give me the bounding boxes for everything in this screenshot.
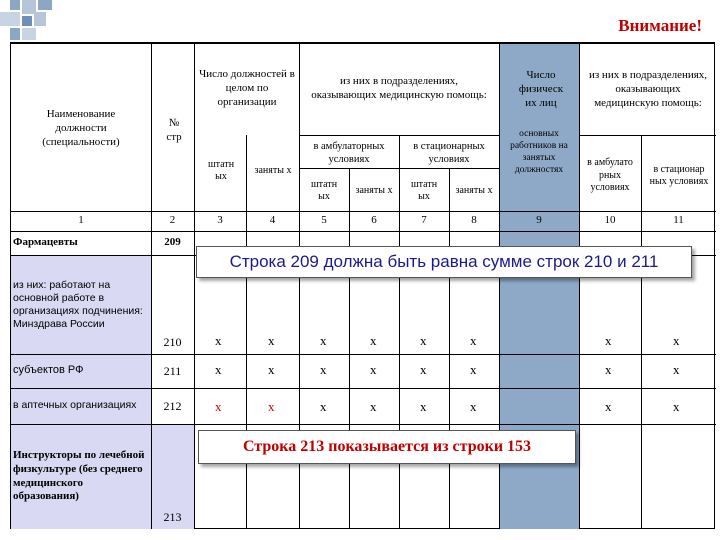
col-number: 1 [78,214,84,227]
header-inpatient: в стационарных условиях [413,140,485,165]
x-mark: х [320,399,327,414]
row-211-number: 211 [163,363,182,378]
x-mark: х [605,362,612,377]
header-staff-5: штатн ых [310,178,338,202]
corner-decoration [0,0,60,42]
x-mark: х [470,333,477,348]
col-number: 5 [321,214,327,227]
x-mark: х [420,399,427,414]
x-mark: х [605,333,612,348]
header-staff-3: штатн ых [207,158,235,182]
row-209-number: 209 [164,236,181,249]
col-number: 3 [217,214,223,227]
x-mark-red: х [268,399,275,414]
x-mark: х [420,333,427,348]
x-mark: х [370,333,377,348]
x-mark: х [370,399,377,414]
x-mark: х [215,362,222,377]
header-name: Наименование должности (специальности) [42,108,120,148]
col-number: 7 [421,214,427,227]
row-212-name: в аптечных организациях [13,399,137,412]
header-in-units: из них в подразделениях, оказывающих медицинскую помощь: [311,75,487,101]
header-phys-in-units: из них в подразделениях, оказывающих медицинскую помощь: [588,69,708,109]
col-number: 4 [269,214,276,227]
row-212-number: 212 [163,398,182,413]
col-number: 9 [536,214,542,227]
x-mark: х [673,333,680,348]
attention-title: Внимание! [618,16,702,35]
row-213-number: 213 [163,510,182,524]
x-mark: х [420,362,427,377]
x-mark-red: х [215,399,222,414]
header-positions-total: Число должностей в целом по организации [199,68,295,108]
callout-row-213: Строка 213 показывается из строки 153 [198,430,576,464]
header-phys-ambulatory: в амбулато рных условиях [587,157,633,194]
x-mark: х [370,362,377,377]
callout-row-209: Строка 209 должна быть равна сумме строк 210 и 211 [196,246,692,278]
row-210-name: из них: работают на основной работе в организациях подчинения: Минздрава России [13,278,143,331]
header-occupied-6: заняты х [355,184,393,196]
x-mark: х [605,399,612,414]
header-occupied-4: заняты х [254,164,292,176]
col-number: 8 [471,214,477,227]
row-209-name: Фармацевты [13,236,78,249]
header-phys-persons: Число физическ их лиц [518,69,564,109]
x-mark: х [470,399,477,414]
row-211-name: субъектов РФ [13,364,84,377]
header-occupied-8: заняты х [455,184,493,196]
x-mark: х [320,362,327,377]
header-ambulatory: в амбулаторных условиях [313,140,385,165]
x-mark: х [673,399,680,414]
x-mark: х [673,362,680,377]
col-number: 2 [169,214,176,227]
header-phys-inpatient: в стационар ных условиях [649,163,709,187]
header-row-number: № стр [166,117,182,143]
row-210-number: 210 [163,335,182,349]
col-number: 10 [604,214,616,227]
col-number: 11 [673,214,684,227]
x-mark: х [320,333,327,348]
x-mark: х [215,333,222,348]
header-phys-persons-sub: основных работников на занятых должностях [510,129,568,175]
x-mark: х [268,333,275,348]
x-mark: х [470,362,477,377]
x-mark: х [268,362,275,377]
row-213-name: Инструкторы по лечебной физкультуре (без среднего медицинского образования) [13,449,145,503]
header-staff-7: штатн ых [410,178,438,202]
col-number: 6 [371,214,377,227]
